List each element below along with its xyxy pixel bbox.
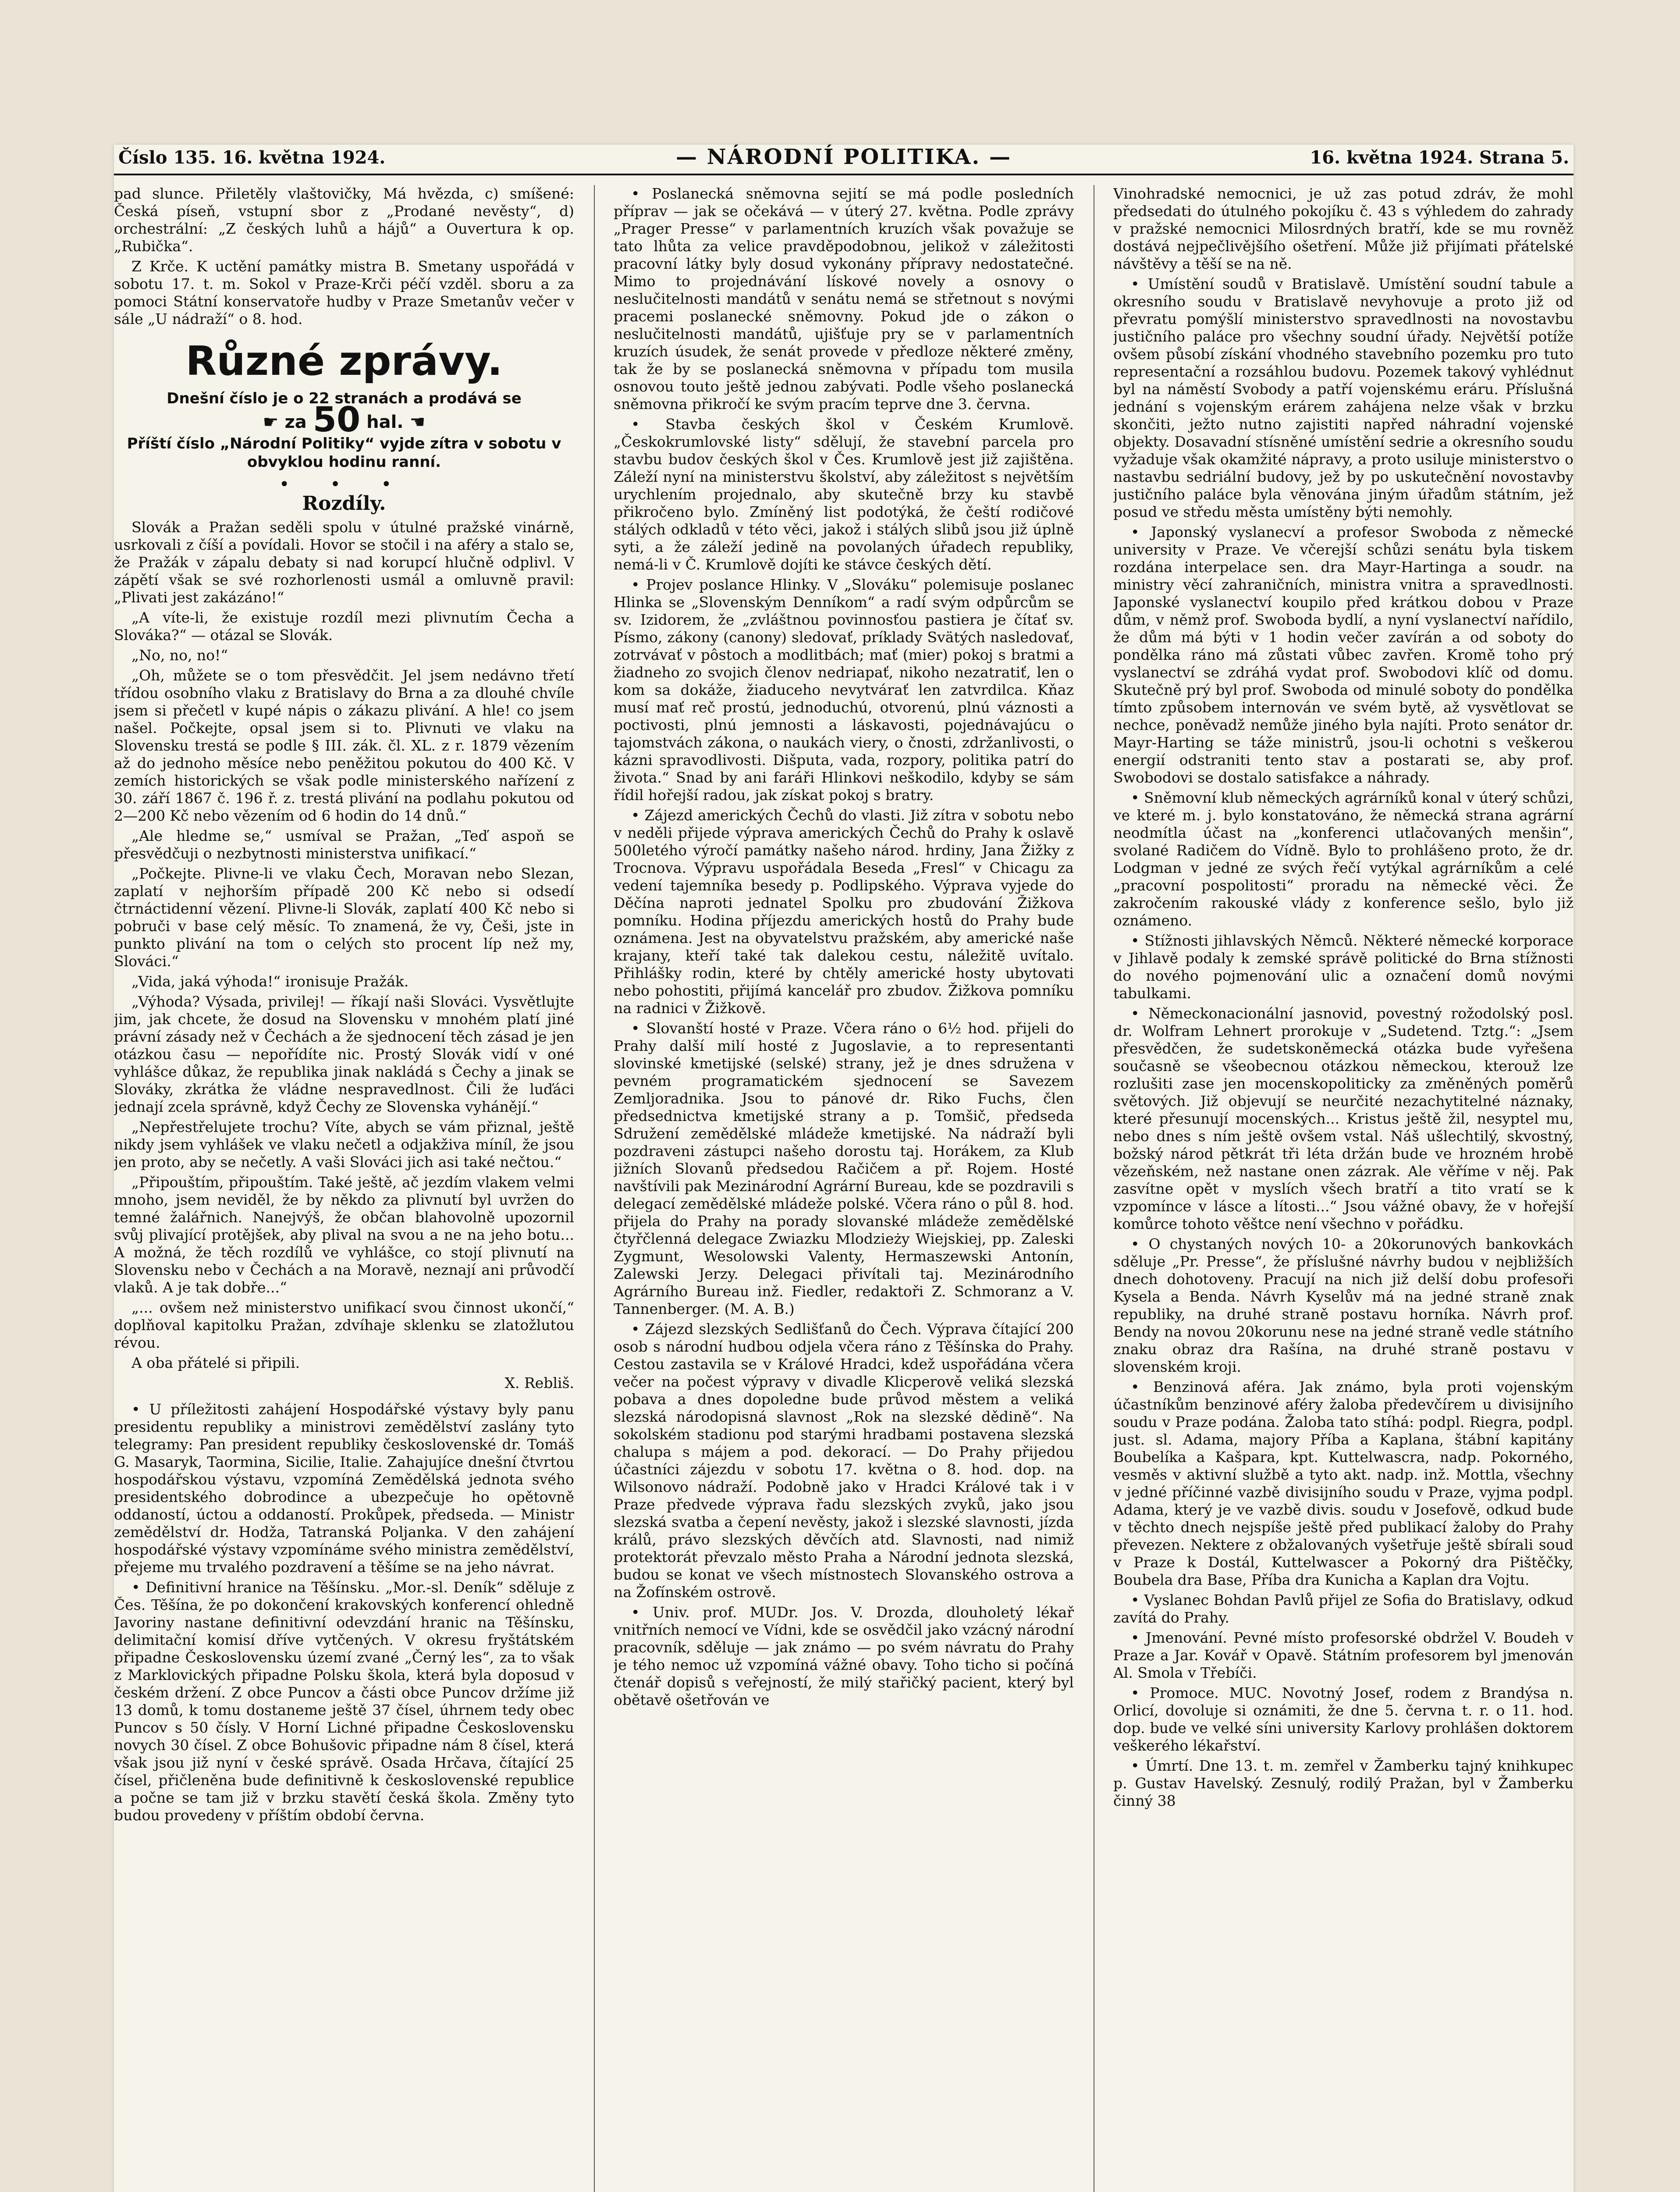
column-3 [1113, 185, 1573, 2192]
article-tesinsko: • Definitivní hranice na Těšínsku. „Mor.-sl. Deník“ sděluje z Čes. Těšína, že po dokončení krakovských konferencí ohledně Javoriny nastane definitivní odevzdání hranic na Těšínsku, delimitační komisí dříve vytčených. V okresu fryštátském připadne Československu území zvané „Černý les“, za to však z Marklovických připadne Polsku škola, která byla doposud v českém držení. Z obce Puncov a části obce Puncov držíme již 13 domů, k tomu dostaneme ještě 37 čísel, úhrnem tedy obec Puncov s 50 čísly. V Horní Lichné připadne Československu novych 30 čísel. Z obce Bohušovic připadne nám 8 čísel, která však jsou již nyní v české správě. Osada Hrčava, čítající 25 čísel, přičleněna bude definitivně k československé republice a počne se tam již v brzku stavětí česká škola. Změny tyto budou provedeny v příštím období června. [114, 1579, 574, 1824]
article-jihlava: • Stížnosti jihlavských Němců. Některé německé korporace v Jihlavě podaly k zemské správě politické do Brna stížnosti do nového pojmenování ulic a označení domů novými tabulkami. [1113, 932, 1573, 1002]
paragraph: „Ale hledme se,“ usmíval se Pražan, „Teď aspoň se přesvědčuji o nezbytnosti ministerstva unifikací.“ [114, 827, 574, 862]
article-jmenovani: • Jmenování. Pevné místo profesorské obdržel V. Boudeh v Praze a Jar. Kovář v Opavě. Státním profesorem byl jmenován Al. Smola v Třebíči. [1113, 1629, 1573, 1681]
article-krumlov: • Stavba českých škol v Českém Krumlově. „Českokrumlovské listy“ sdělují, že stavební parcela pro stavbu budov českých škol v Čes. Krumlově jest již zajištěna. Záleží nyní na ministerstvu školství, aby záležitost s největším urychlením projednalo, aby skutečně brzy ku stavbě přikročeno bylo. Zmíněný list podotýká, že čeští rodičové stálých odkladů v této věci, jakož i stálých slibů jsou již úplně syti, a že záleží jedině na povolaných úřadech republiky, nemá-li v Č. Krumlově dojíti ke stávce českých dětí. [614, 416, 1074, 573]
article-benzin: • Benzinová aféra. Jak známo, byla proti vojenským účastníkům benzinové aféry žaloba předevčírem u divisijního soudu v Praze podána. Žaloba tato stíhá: podpl. Riegra, podpl. just. sl. Adama, majory Příba a Kaplana, štábní kapitány Boubelíka a Kašpara, kpt. Kuttelwascra, nadp. Pokorného, vesměs v aktivní službě a tyto akt. nadp. inž. Mottla, všechny v jedné příčinné vazbě divisijního soudu v Praze, vyjma podpl. Adama, který je ve vazbě divis. soudu v Josefově, odkud bude v těchto dnech nejspíše ještě před publikací žaloby do Prahy převezen. Nektere z obžalovaných vyšetřuje ještě sbírali soud v Praze k Dostál, Kuttelwascer a Pokorný dra Pištěčky, Boubela dra Base, Příba dra Kunicha a Kaplan dra Vojtu. [1113, 1378, 1573, 1588]
article-promoce: • Promoce. MUC. Novotný Josef, rodem z Brandýsa n. Orlicí, dovoluje si oznámiti, že dne 5. června t. r. o 11. hod. dop. bude ve velké síni university Karlovy prohlášen doktorem veškerého lékařství. [1113, 1684, 1573, 1754]
newspaper-title: — NÁRODNÍ POLITIKA. — [676, 145, 1012, 169]
price-za: za [284, 412, 307, 432]
article-drozda: • Univ. prof. MUDr. Jos. V. Drozda, dlouholetý lékař vnitřních nemocí ve Vídni, kde se osvědčil jako vzácný národní pracovník, sděluje — jak známo — po svém návratu do Prahy je tého nemoc už vzpomíná vážné obavy. Toho ticho si počíná čtenář dopisů s veřejností, že milý stařičký pacient, který byl obětavě ošetřován ve [614, 1604, 1074, 1708]
article-vyslanec: • Vyslanec Bohdan Pavlů přijel ze Sofia do Bratislavy, odkud zavítá do Prahy. [1113, 1591, 1573, 1626]
article-vinohrady: Vinohradské nemocnici, je už zas potud zdráv, že mohl předsedati do útulného pokojíku č. 43 s výhledem do zahrady v pražské nemocnici Milosrdných bratří, kde se mu rovněž dostává nejpečlivějšího ošetření. Může již přijímati přátelské návštěvy a těší se na ně. [1113, 185, 1573, 272]
article-slezsti: • Zájezd slezských Sedlišťanů do Čech. Výprava čítající 200 osob s národní hudbou odjela včera ráno z Těšínska do Prahy. Cestou zastavila se v Králové Hradci, kdež uspořádána včera večer na počest výpravy v divadle Klicperově veliká slezská pobava a dnes dopoledne bude průvod městem a veliká slezská národopisná slavnost „Rok na slezské dědině“. Na sokolském stadionu pod starými hradbami postavena slezská chalupa s májem a pod. dekorací. — Do Prahy přijedou účastníci zájezdu v sobotu 17. května o 8. hod. dop. na Wilsonovo nádraží. Podobně jako v Hradci Králové tak i v Praze předvede výprava řadu slezských zvyků, jako jsou slezská svatba a čepení nevěsty, jakož i slezské slavnosti, jízda králů, právo slezských děvčích atd. Slavnosti, nad nimiž protektorát převzalo město Praha a Národní jednota slezská, budou se konat ve všech místnostech Slovanského ostrova a na Žofínském ostrově. [614, 1320, 1074, 1601]
article-hospodarska: • U příležitosti zahájení Hospodářské výstavy byly panu presidentu republiky a ministrovi zemědělství zaslány tyto telegramy: Pan president republiky československé dr. Tomáš G. Masaryk, Taormina, Sicilie, Italie. Zahajujíce dnešní čtvrtou hospodářskou výstavu, vzpomíná Zemědělská jednota svého presidentského dobrodince a ubezpečuje ho opětovně oddaností, úctou a oddaností. Prokůpek, předseda. — Ministr zemědělství dr. Hodža, Tatranská Poljanka. V den zahájení hospodářské výstavy vzpomínáme svého ministra zemědělství, přejeme mu trvalého pozdravení a těšíme se na jeho návrat. [114, 1401, 574, 1576]
article-bankovky: • O chystaných nových 10- a 20korunových bankovkách sděluje „Pr. Presse“, že příslušné návrhy budou v nejbližších dnech dohotoveny. Pracují na nich již delší dobu profesoři Kysela a Benda. Návrh Kyselův má na jedné straně znak republiky, na druhé straně postavu horníka. Návrh prof. Bendy na novou 20korunu nese na jedné straně vedle státního znaku obraz dra Rašína, na druhé straně postavu v slovenském kroji. [1113, 1235, 1573, 1375]
paragraph: „... ovšem než ministerstvo unifikací svou činnost ukončí,“ doplňoval kapitolku Pražan, zdvíhaje sklenku se zlatožlutou révou. [114, 1299, 574, 1351]
masthead [114, 145, 1573, 171]
article-japonsky: • Japonský vyslanecví a profesor Swoboda z německé university v Praze. Ve včerejší schůzi senátu byla tiskem rozdána interpelace sen. dra Mayr-Hartinga a soudr. na ministry věcí zahraničních, ministra vnitra a spravedlnosti. Japonské vyslanectví koupilo před krátkou dobou v Praze dům, v němž prof. Swoboda bydlí, a nyní vyslanectví nařídilo, že dům má býti v 1 hodin večer zavírán a od soboty do pondělka ráno má zůstati vůbec zavřen. Kromě toho prý vyslanectví se zdráhá vydat prof. Swobodovi klíč od domu. Skutečně prý byl prof. Swoboda od minulé soboty do pondělka tímto způsobem internován ve svém bytě, až vysvětlovat se nechce, poněvadž nemůže jiného byla najíti. Proto senátor dr. Mayr-Harting se táže ministrů, jsou-li ochotni s veškerou energií odstraniti tento stav a postarati se, aby prof. Swobodovi se dostalo satisfakce a náhrady. [1113, 523, 1573, 786]
article-title: Rozdíly. [302, 492, 386, 515]
article-snemovna: • Poslanecká sněmovna sejití se má podle posledních příprav — jak se očekává — v úterý 27. května. Podle zprávy „Prager Presse“ v parlamentních kruzích však považuje se tato lhůta za velice pravděpodobnou, jelikož v záležitosti pracovní látky byly dosud vykonány přípravy nedostatečné. Mimo to projednávání lískové novely a osnovy o neslučitelnosti mandátů v senátu nemá se střetnout s novými pracemi poslanecké sněmovny. Pokud jde o zákon o neslučitelnosti mandátů, ujišťuje pry se v parlamentních kruzích úsudek, že senát provede v předloze některé změny, tak že by se poslanecká sněmovna v případu tom musila osnovou touto ještě jednou zabývati. Podle všeho poslanecká sněmovna přikročí ke svým pracím teprve dne 3. června. [614, 185, 1074, 413]
notice-pages: Dnešní číslo je o 22 stranách a prodává se [167, 390, 522, 407]
newspaper-page [114, 145, 1573, 2192]
article-bratislava: • Umístění soudů v Bratislavě. Umístění soudní tabule a okresního soudu v Bratislavě nevyhovuje a proto již od převratu pomýšlí ministerstvo spravedlnosti na novostavbu justičního paláce pro všechny soudní úřady. Největší potíže ovšem působí získání vhodného stavebního pozemku pro tuto representační a rozsáhlou budovu. Pozemek takový vyhlédnut byl na náměstí Svobody a patří vojenskému eráru. Příslušná jednání s vojenským erárem zahájena nelze však v brzku skončiti, ježto nutno zajistiti napřed náhradní vojenské objekty. Dosavadní stísněné umístění sedrie a okresního soudu vyžaduje však okamžité nápravy, a proto usiluje ministerstvo o nastavbu sedriální budovy, jež by po uskutečnění novostavby justičního paláce byla věnována jiným úřadům státním, jež posud ve středu města umístěny býti nemohly. [1113, 275, 1573, 520]
article-hlinka: • Projev poslance Hlinky. V „Slováku“ polemisuje poslanec Hlinka se „Slovenským Denníkom“ a radí svým odpůrcům se sv. Izidorem, že „zvláštnou povinnosťou pastiera je čítať sv. Písmo, zákony (canony) sledovať, príklady Svätých nasledovať, zotrvávať v pôstoch a modlitbách; mať (mier) pokoj s bratmi a žiadneho zo svojich členov nedriapať, nikoho nezatratiť, len o kom sa dokáže, žiaduceho nevytvárať len zatvrdilca. Kňaz musí mať reč prostú, jednoduchú, otvorenú, plnú váznosti a poctivosti, plnú jemnosti a láskavosti, pojednávajúcu o tajomstvách zákona, o naukách viery, o čnosti, zdržanlivosti, o kázni spravodlivosti. Dišputa, vada, rozpory, politika patrí do života.“ Snad by ani faráři Hlinkovi neškodilo, kdyby se sám řídil hořejší radou, jak získat pokoj s bratry. [614, 576, 1074, 804]
separator-stars: • • • [279, 474, 409, 495]
hand-pointer-icon: ☛ [263, 412, 279, 432]
paragraph: „No, no, no!“ [131, 647, 228, 664]
price-value: 50 [313, 400, 361, 440]
paragraph: „Vida, jaká výhoda!“ ironisuje Pražák. [131, 973, 409, 990]
issue-number: Číslo 135. 16. května 1924. [118, 147, 386, 168]
article-americti: • Zájezd amerických Čechů do vlasti. Již zítra v sobotu nebo v neděli přijede výprava amerických Čechů do Prahy k oslavě 500letého výročí památky našeho národ. hrdiny, Jana Žižky z Trocnova. Výpravu uspořádala Beseda „Fresl“ v Chicagu za vedení tajemníka besedy p. Podlipského. Výprava vyjede do Děčína naproti jednatel Spolku pro zbudování Žižkova pomníku. Hodina příjezdu amerických hostů do Prahy bude oznámena. Jest na obyvatelstvu pražském, aby americké naše krajany, kteří také tak dalekou cestu, náležitě uvítalo. Přihlášky rodin, které by chtěly americké hosty ubytovati nebo pohostiti, přijímá kancelář pro zbudov. Žižkova pomníku na radnici v Žižkově. [614, 807, 1074, 1017]
article-jasnovid: • Německonacionální jasnovid, povestný rožodolský posl. dr. Wolfram Lehnert prorokuje v „Sudetend. Tztg.“: „Jsem přesvědčen, že sudetskoněmecká otázka bude vyřešena současně se všeobecnou otázkou německou, kterouž lze rozlušiti zase jen mocenskopoliticky za změněných poměrů světových. Již objevují se neurčité nezachytitelné náznaky, které přesunují mocenských... Kristus ještě žil, nesyptel mu, nebo dnes s ním ještě ovšem vstal. Náš ušlechtilý, skvostný, božský národ pětkrát tři léta držán bude ve hrozném hrobě vězeňském, než nastane onen zázrak. Ale věříme v něj. Pak zasvítne opět v myslích všech bratří a tito vratí se k vzpomínce v lásce a lítosti...“ Jsou vážné obavy, že v hořejší komůrce tohoto věštce není všechno v pořádku. [1113, 1005, 1573, 1232]
paragraph: „Připouštím, připouštím. Také ještě, ač jezdím vlakem velmi mnoho, jsem neviděl, že by někdo za plivnutí byl uvržen do temné žalářnich. Nanejvýš, že občan blahovolně upozornil svůj plivající protějšek, aby plival na svou a ne na jeho botu... A možná, že těch rozdílů ve vyhlášce, co stojí plivnutí na Slovensku nebo v Čechách a na Moravě, neznají ani průvodčí vlaků. A je tak dobře...“ [114, 1174, 574, 1296]
price-unit: hal. [366, 412, 404, 432]
article-krce: Z Krče. K uctění památky mistra B. Smetany uspořádá v sobotu 17. t. m. Sokol v Praze-Krči péčí vzděl. sboru a za pomoci Státní konservatoře hudby v Praze Smetanův večer v sále „U nádraží“ o 8. hod. [114, 258, 574, 327]
paragraph: „Nepřestřelujete trochu? Víte, abych se vám přiznal, ještě nikdy jsem vyhlášek ve vlaku nečetl a odjakživa míníl, že jsou jen proto, aby se nečetly. A vaši Slováci jich asi také nečtou.“ [114, 1118, 574, 1171]
paragraph: „Výhoda? Výsada, privilej! — říkají naši Slováci. Vysvětlujte jim, jak chcete, že dosud na Slovensku v mnohém platí jiné právní zásady než v Čechách a že sjednocení těch zásad je jen otázkou času — nepořídíte nic. Prostý Slovák vidí v oné vyhlášce důkaz, že republika jinak nakládá s Čechy a jinak se Slováky, zkrátka že vládne nespravedlnost. Čili že luďáci jednají zcela správně, když Čechy ze Slovenska vyhánějí.“ [114, 993, 574, 1115]
paragraph: „A víte-li, že existuje rozdíl mezi plivnutím Čecha a Slováka?“ — otázal se Slovák. [114, 609, 574, 644]
price-line [114, 400, 574, 440]
article-text: pad slunce. Přiletěly vlaštovičky, Má hvězda, c) smíšené: Česká píseň, vstupní sbor z „Prodané nevěsty“, d) orchestrální: „Z českých luhů a hájů“ a Ouvertura k op. „Rubička“. [114, 185, 574, 255]
paragraph: „Počkejte. Plivne-li ve vlaku Čech, Moravan nebo Slezan, zaplatí v nejhorším případě 200 Kč nebo si odsedí čtrnáctidenní vězení. Plivne-li Slovák, zaplatí 400 Kč nebo si pobruči v base celý měsíc. To znamená, že vy, Češi, jste in punkto plivání na tom o celých sto procent líp než my, Slováci.“ [114, 865, 574, 970]
hand-pointer-icon: ☚ [409, 412, 426, 432]
notice-next-issue: Příští číslo „Národní Politiky“ vyjde zítra v sobotu v obvyklou hodinu ranní. [127, 435, 561, 471]
header-rule [114, 174, 1573, 175]
author-signature: X. Rebliš. [504, 1374, 574, 1391]
section-title: Různé zprávy. [185, 338, 503, 384]
page-number: 16. května 1924. Strana 5. [1310, 147, 1569, 168]
article-agrarnici: • Sněmovní klub německých agrárníků konal v úterý schůzi, ve které m. j. bylo konstatováno, že německá strana agrární neodmítla účast na „konferenci utlačovaných menšin“, svolané Radičem do Vídně. Bylo to prohlášeno proto, že dr. Lodgman v jedné ze svých řečí vytýkal agrárníkům a celé „pracovní pospolitosti“ proradu na německé věci. Že zakročením rakouské vlády z konference sešlo, bylo již oznámeno. [1113, 789, 1573, 929]
column-divider [594, 185, 595, 2192]
paragraph: A oba přátelé si připili. [131, 1354, 300, 1371]
paragraph: „Oh, můžete se o tom přesvědčit. Jel jsem nedávno třetí třídou osobního vlaku z Bratislavy do Brna a za dlouhé chvíle jsem si přečetl v kupé nápis o zákazu plivání. A hle! co jsem našel. Počkejte, opsal jsem si to. Plivnuti ve vlaku na Slovensku trestá se podle § III. zák. čl. XL. z r. 1879 vězením až do jednoho měsíce nebo peněžitou pokutou do 400 Kč. V zemích historických se však podle ministerského nařízení z 30. září 1867 č. 196 ř. z. trestá plivání na podlahu pokutou od 2—200 Kč nebo vězením od 6 hodin do 14 dnů.“ [114, 667, 574, 824]
column-2 [614, 185, 1074, 2192]
paragraph: Slovák a Pražan seděli spolu v útulné pražské vinárně, usrkovali z číší a povídali. Hovor se stočil i na aféry a stalo se, že Pražák v zápalu debaty si nad korupcí hlučně odplivl. V zápětí však se své rozhorlenosti usmál a omluvně pravil: „Plivati jest zakázáno!“ [114, 519, 574, 606]
column-1 [114, 185, 574, 2192]
article-slovinsti: • Slovanští hosté v Praze. Včera ráno o 6½ hod. přijeli do Prahy další milí hosté z Jugoslavie, a to representanti slovinské kmetijské (selské) strany, jež je dnes sdružena v pevném programatickém sjednocení se Savezem Zemljoradnika. Jsou to pánové dr. Riko Fuchs, člen předsednictva kmetijské strany a p. Tomšič, předseda Sdružení zemědělské mládeže kmetijské. Na nádraží byli pozdraveni zástupci našeho dorostu taj. Horákem, za Klub jižních Slovanů předsedou Račičem a př. Rojem. Hosté navštívili pak Mezinárodní Agrární Bureau, kde se pozdravili s delegací zemědělské mládeže polské. Včera ráno o půl 8. hod. přijela do Prahy na porady slovanské mládeže zemědělské čtyřčlenná delegace Zwiazku Mlodzieży Wiejskiej, pp. Zaleski Zygmunt, Wesolowski Valenty, Hermaszewski Antonín, Zalewski Jerzy. Delegaci přivítali taj. Mezinárodního Agrárního Bureau inž. Fiedler, redaktoři Z. Schmoranz a V. Tannenberger. (M. A. B.) [614, 1020, 1074, 1317]
article-umrti: • Úmrtí. Dne 13. t. m. zemřel v Žamberku tajný knihkupec p. Gustav Havelský. Zesnulý, rodilý Pražan, byl v Žamberku činný 38 [1113, 1757, 1573, 1809]
